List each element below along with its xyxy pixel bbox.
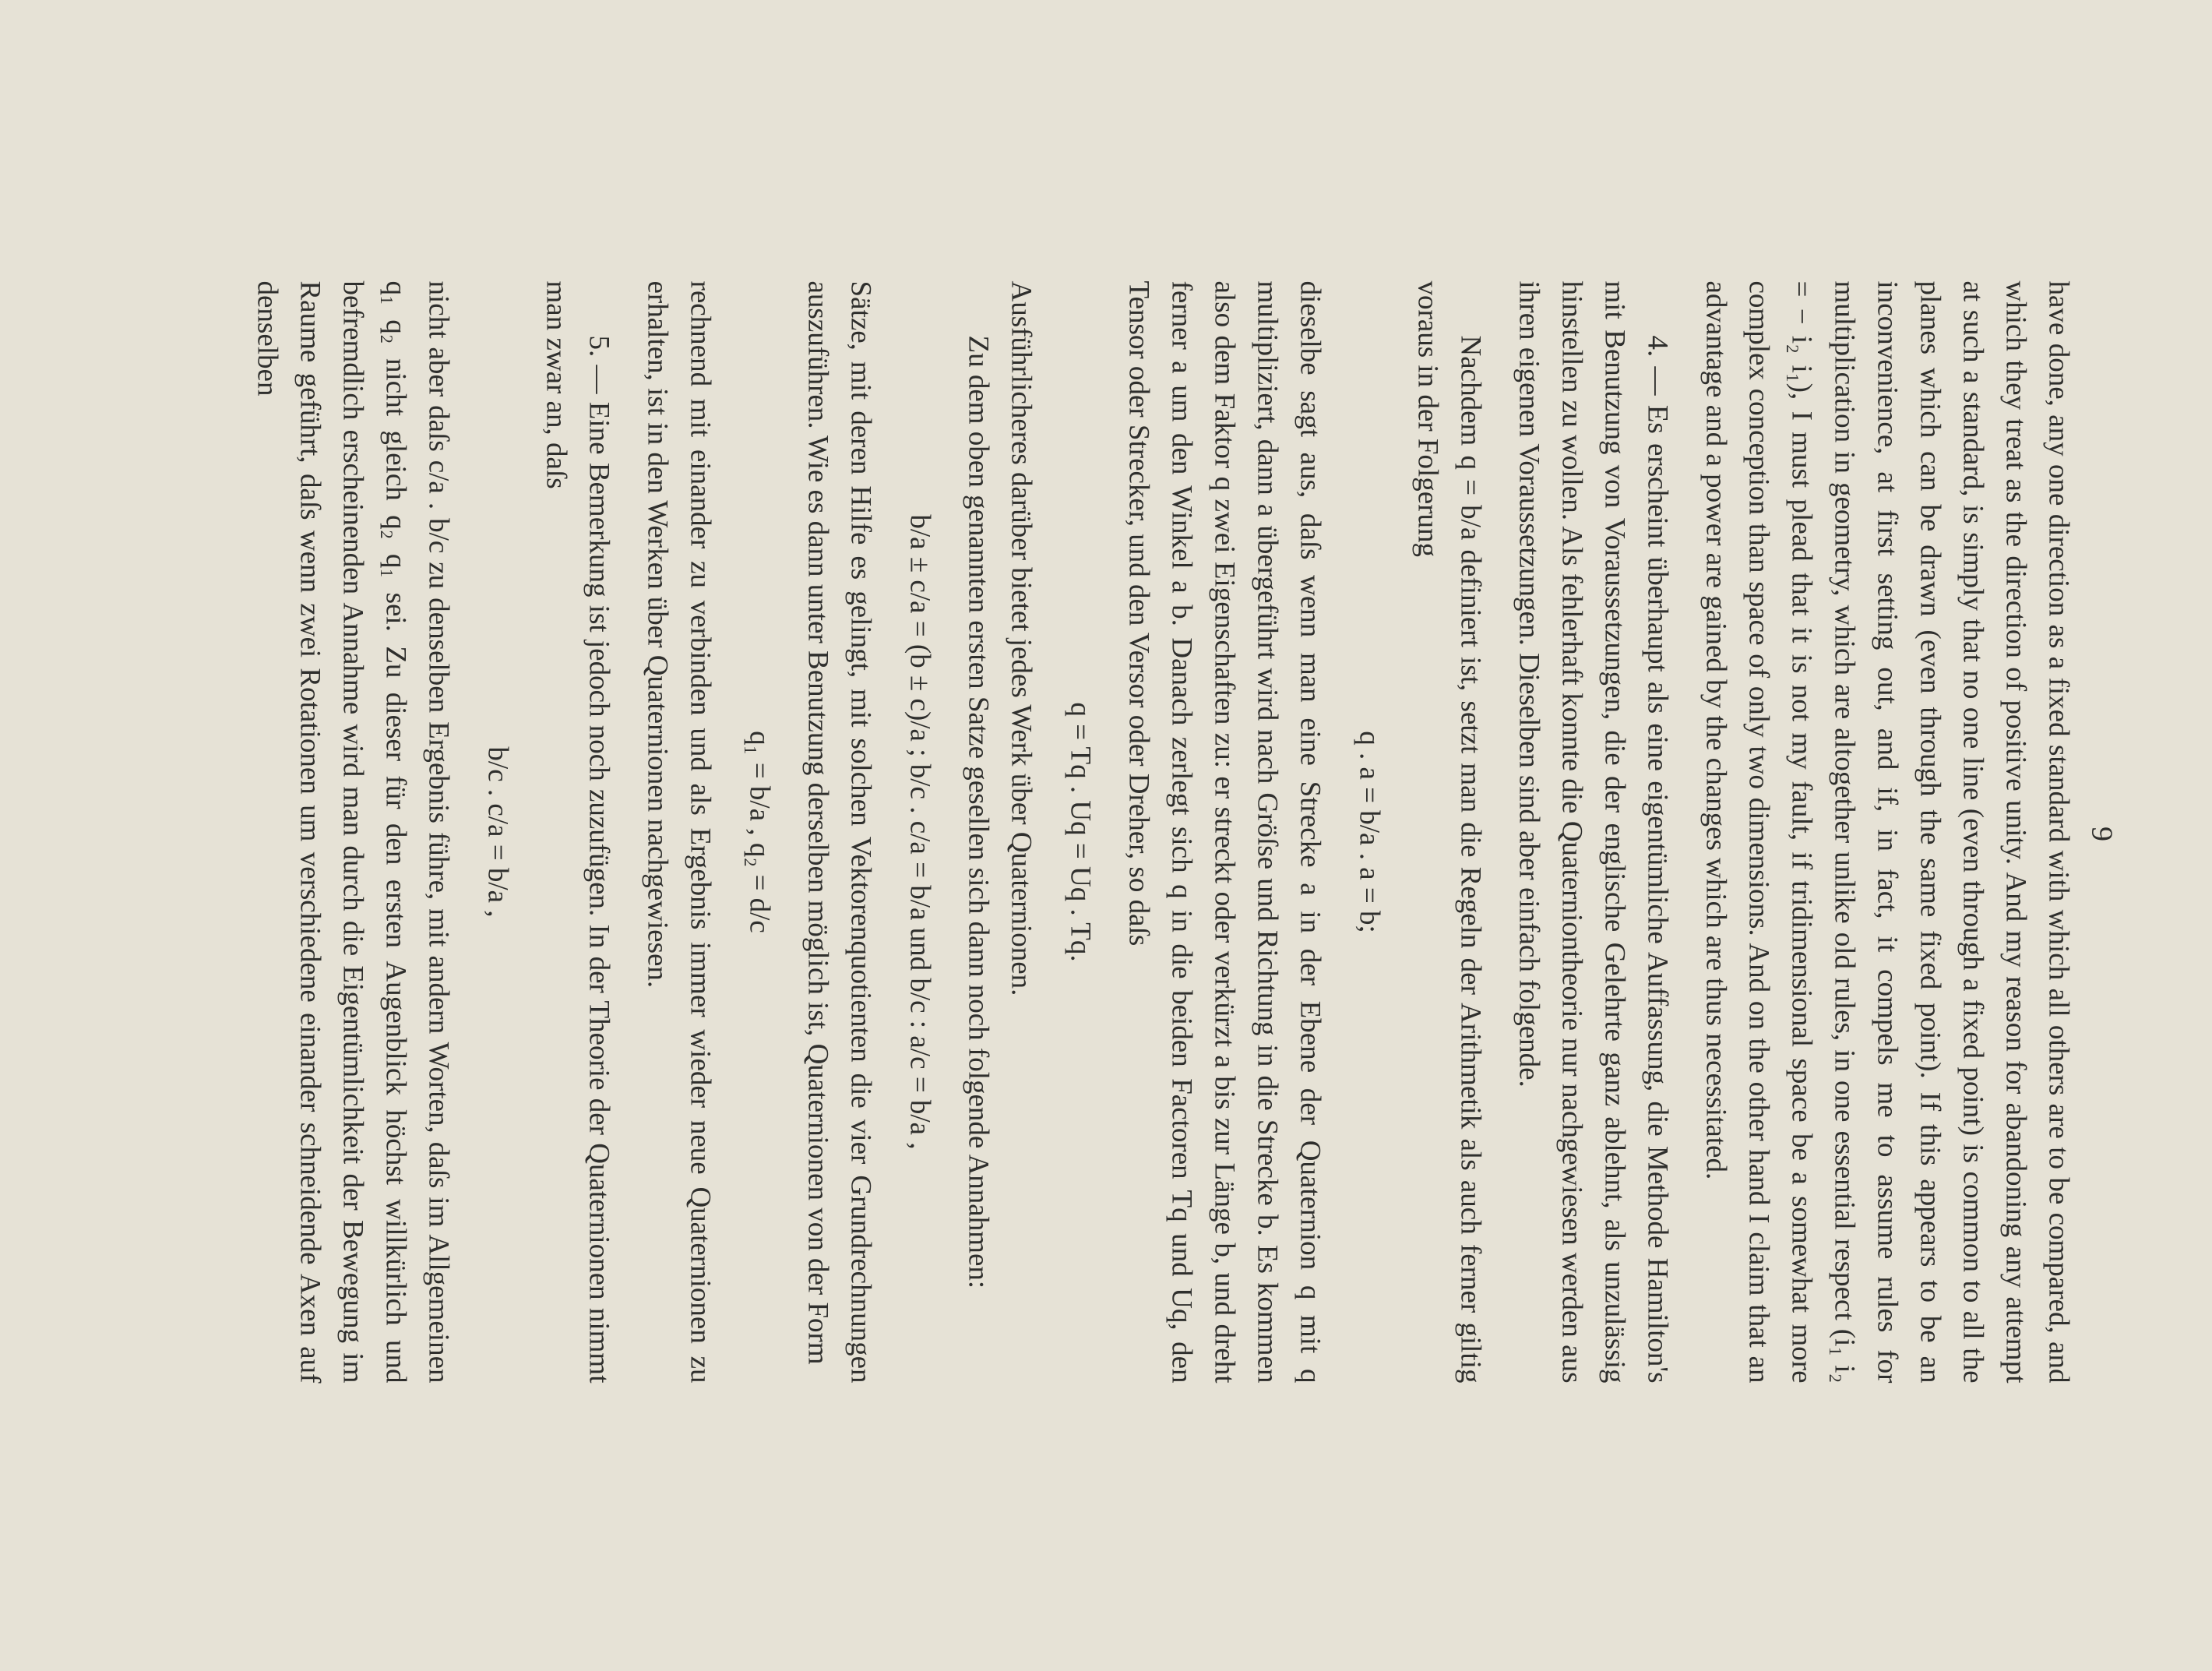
definition-paragraph: Nachdem q = b/a definiert ist, setzt man die Regeln der Arithmetik als auch ferner giltig voraus in der Folgerung [1411, 280, 1486, 1383]
english-quotation-paragraph: have done, any one direction as a fixed standard with which all others are to be compared, and which they treat as the direction of positive unity. And my reason for abandoning any attempt at such a standard, is simply that no one line (even through a fixed point) is common to all the planes which can be drawn (even through the same fixed point). If this appears to be an inconvenience, at first setting out, and if, in fact, it compels me to assume rules for multiplication in geometry, which are altogether unlike old rules, in one essential respect (i₁ i₂ = − i₂ i₁), I must plead that it is not my fault, if tridimensional space be a somewhat more complex conception than space of only two dimensions. And on the other hand I claim that an advantage and a power are gained by the changes which are thus necessitated. [1700, 280, 2074, 1383]
formula-tensor-versor: q = Tq . Uq = Uq . Tq. [1064, 701, 1096, 962]
noncommutative-paragraph: nicht aber daſs c/a . b/c zu denselben Ergebnis führe, mit andern Worten, daſs im Allgemeinen q₁ q₂ nicht gleich q₂ q₁ sei. Zu dieser für den ersten Augenblick höchst willkürlich und befremdlich erscheinenden Annahme wird man durch die Eigentümlichkeit der Bewegung im Raume geführt, daſs wenn zwei Rotationen um verschiedene einander schneidende Axen auf denselben [251, 280, 454, 1383]
formula-product-rule: b/c . c/a = b/a , [481, 746, 513, 918]
section-5-paragraph: 5. — Eine Bemerkung ist jedoch noch zuzufügen. In der Theorie der Quaternionen nimmt man zwar an, daſs [540, 280, 615, 1383]
reference-paragraph: Ausführlicheres darüber bietet jedes Werk über Quaternionen. [1005, 280, 1037, 996]
assumptions-paragraph: Zu dem oben genannten ersten Satze gesellen sich dann noch folgende Annahmen: [962, 335, 994, 1289]
tensor-versor-paragraph: dieselbe sagt aus, daſs wenn man eine Strecke a in der Ebene der Quaternion q mit q multipliziert, dann a übergeführt wird nach Gröſse und Richtung in die Strecke b. Es kommen also dem Faktor q zwei Eigenschaften zu: er streckt oder verkürzt a bis zur Länge b, und dreht ferner a um den Winkel a b. Danach zerlegt sich q in die beiden Factoren Tq und Uq, den Tensor oder Strecker, und den Versor oder Dreher, so daſs [1122, 280, 1326, 1383]
page-body [245, 280, 2080, 1383]
rules-paragraph: Sätze, mit deren Hilfe es gelingt, mit solchen Vektorenquotienten die vier Grundrechnungen auszuführen. Wie es dann unter Benutzung derselben möglich ist, Quaternionen von der Form [801, 280, 876, 1383]
section-4-paragraph: 4. — Es erscheint überhaupt als eine eigentümliche Auffassung, die Methode Hamilton's mit Benutzung von Voraussetzungen, die der englische Gelehrte ganz ablehnt, als unzulässig hinstellen zu wollen. Als fehlerhaft konnte die Quaterniontheorie nur nachgewiesen werden aus ihren eigenen Voraussetzungen. Dieselben sind aber einfach folgende. [1513, 280, 1673, 1383]
formula-q1-q2: q₁ = b/a , q₂ = d/c [743, 730, 775, 933]
page-number: 9 [2085, 826, 2118, 841]
formula-q-times-a: q . a = b/a . a = b; [1353, 730, 1385, 933]
formula-quotient-rules: b/a ± c/a = (b ± c)/a ; b/c . c/a = b/a und b/c : a/c = b/a , [903, 513, 935, 1150]
combination-paragraph: rechnend mit einander zu verbinden und als Ergebnis immer wieder neue Quaternionen zu erhalten, ist in den Werken über Quaternionen nachgewiesen. [641, 280, 716, 1383]
